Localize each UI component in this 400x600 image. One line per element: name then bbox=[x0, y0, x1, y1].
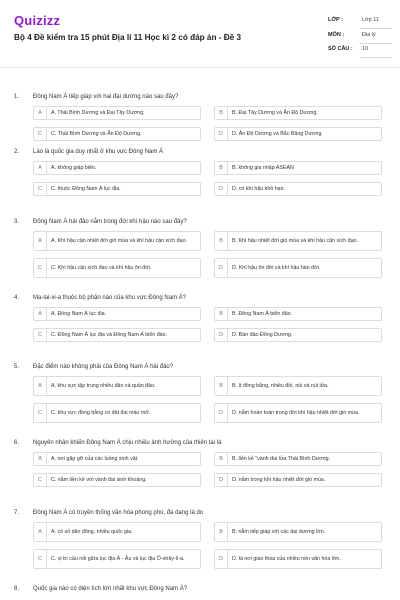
option-text: D. Ấn Độ Dương và Bắc Băng Dương. bbox=[232, 131, 323, 137]
option-text: B. Đông Nam Á biển đảo. bbox=[232, 311, 293, 317]
answer-option-c[interactable] bbox=[33, 403, 201, 423]
answer-option-a[interactable] bbox=[33, 307, 201, 321]
answer-option-b[interactable] bbox=[214, 161, 382, 175]
option-text: D. nằm trong khí hậu nhiệt đới gió mùa. bbox=[232, 477, 326, 483]
option-letter: D bbox=[215, 259, 228, 277]
option-letter: C bbox=[34, 404, 47, 422]
option-letter: B bbox=[215, 162, 228, 174]
option-letter: D bbox=[215, 404, 228, 422]
answer-option-b[interactable] bbox=[214, 522, 382, 542]
option-letter: C bbox=[34, 329, 47, 341]
question-text: Quốc gia nào có diện tích lớn nhất khu vực Đông Nam Á? bbox=[33, 586, 188, 592]
meta-subject-label: MÔN : bbox=[328, 32, 345, 38]
answer-option-d[interactable] bbox=[214, 258, 382, 278]
question-text: Nguyên nhân khiến Đông Nam Á chịu nhiều ảnh hưởng của thiên tai là bbox=[33, 440, 222, 446]
option-letter: C bbox=[34, 259, 47, 277]
option-text: C. thuộc Đông Nam Á lục địa. bbox=[51, 186, 121, 192]
worksheet-title: Bộ 4 Đề kiểm tra 15 phút Địa lí 11 Học kì 2 có đáp án - Đề 3 bbox=[14, 33, 242, 42]
answer-option-c[interactable] bbox=[33, 182, 201, 196]
meta-divider bbox=[360, 43, 392, 44]
option-letter: B bbox=[215, 377, 228, 395]
answer-option-a[interactable] bbox=[33, 161, 201, 175]
option-letter: A bbox=[34, 377, 47, 395]
meta-class bbox=[328, 16, 392, 29]
option-text: A. không giáp biển. bbox=[51, 165, 97, 171]
option-letter: A bbox=[34, 308, 47, 320]
option-letter: D bbox=[215, 329, 228, 341]
option-letter: A bbox=[34, 453, 47, 465]
option-letter: D bbox=[215, 550, 228, 568]
option-text: A. Đông Nam Á lục địa. bbox=[51, 311, 107, 317]
option-letter: C bbox=[34, 474, 47, 486]
answer-option-b[interactable] bbox=[214, 376, 382, 396]
option-letter: D bbox=[215, 183, 228, 195]
option-letter: A bbox=[34, 162, 47, 174]
meta-class-label: LỚP : bbox=[328, 17, 343, 23]
answer-option-a[interactable] bbox=[33, 106, 201, 120]
answer-option-c[interactable] bbox=[33, 549, 201, 569]
answer-option-b[interactable] bbox=[214, 106, 382, 120]
option-text: B. ít đồng bằng, nhiều đồi, núi và núi lửa. bbox=[232, 383, 329, 389]
meta-subject-value: Địa lý bbox=[362, 32, 376, 38]
question-number: 5. bbox=[14, 364, 20, 370]
answer-option-c[interactable] bbox=[33, 328, 201, 342]
answer-option-d[interactable] bbox=[214, 127, 382, 141]
answer-option-d[interactable] bbox=[214, 549, 382, 569]
answer-option-c[interactable] bbox=[33, 473, 201, 487]
option-letter: B bbox=[215, 107, 228, 119]
option-letter: B bbox=[215, 453, 228, 465]
option-letter: B bbox=[215, 232, 228, 250]
option-text: A. Khí hậu cận nhiệt đới gió mùa và khí hậu cận xích đạo. bbox=[51, 238, 187, 244]
option-text: A. khu vực tập trung nhiều đảo và quần đảo. bbox=[51, 383, 156, 389]
answer-option-d[interactable] bbox=[214, 473, 382, 487]
option-letter: C bbox=[34, 183, 47, 195]
meta-class-value: Lớp 11 bbox=[362, 17, 379, 23]
question-text: Lào là quốc gia duy nhất ở khu vực Đông Nam Á bbox=[33, 149, 164, 155]
option-text: C. vị trí cầu nối giữa lục địa Á - Âu và lục địa Ô-xtrây-li-a. bbox=[51, 556, 185, 562]
meta-divider bbox=[360, 28, 392, 29]
option-text: C. nằm liền kề với vành đai sinh khoáng. bbox=[51, 477, 147, 483]
answer-option-a[interactable] bbox=[33, 522, 201, 542]
answer-option-c[interactable] bbox=[33, 127, 201, 141]
answer-option-d[interactable] bbox=[214, 403, 382, 423]
question-number: 2. bbox=[14, 149, 20, 155]
meta-divider bbox=[360, 57, 392, 58]
answer-option-c[interactable] bbox=[33, 258, 201, 278]
question-text: Ma-lai-xi-a thuộc bộ phận nào của khu vực Đông Nam Á? bbox=[33, 295, 187, 301]
question-text: Đông Nam Á hải đảo nằm trong đới khí hậu nào sau đây? bbox=[33, 219, 187, 225]
header-divider bbox=[0, 67, 400, 68]
question-text: Đông Nam Á tiếp giáp với hai đại dương nào sau đây? bbox=[33, 94, 179, 100]
answer-option-d[interactable] bbox=[214, 182, 382, 196]
option-text: A. Thái Bình Dương và Đại Tây Dương. bbox=[51, 110, 145, 116]
question-number: 4. bbox=[14, 295, 20, 301]
option-text: B. nằm tiếp giáp với các đại dương lớn. bbox=[232, 529, 326, 535]
question-number: 7. bbox=[14, 510, 20, 516]
option-letter: B bbox=[215, 523, 228, 541]
option-letter: D bbox=[215, 474, 228, 486]
option-text: D. nằm hoàn toàn trong đới khí hậu nhiệt đới gió mùa. bbox=[232, 410, 360, 416]
option-letter: D bbox=[215, 128, 228, 140]
question-number: 1. bbox=[14, 94, 20, 100]
option-text: D. là nơi giao thoa của nhiều nền văn hóa lớn. bbox=[232, 556, 341, 562]
answer-option-a[interactable] bbox=[33, 376, 201, 396]
option-text: C. Thái Bình Dương và Ấn Độ Dương. bbox=[51, 131, 142, 137]
option-letter: A bbox=[34, 107, 47, 119]
option-text: A. nơi gặp gỡ của các luồng sinh vật. bbox=[51, 456, 139, 462]
meta-count bbox=[328, 45, 392, 58]
question-number: 3. bbox=[14, 219, 20, 225]
option-letter: B bbox=[215, 308, 228, 320]
option-text: B. liền kề "vành đai lửa Thái Bình Dương. bbox=[232, 456, 331, 462]
option-letter: C bbox=[34, 550, 47, 568]
answer-option-a[interactable] bbox=[33, 231, 201, 251]
question-text: Đặc điểm nào không phải của Đông Nam Á hải đảo? bbox=[33, 364, 174, 370]
meta-subject bbox=[328, 31, 392, 44]
answer-option-b[interactable] bbox=[214, 307, 382, 321]
answer-option-b[interactable] bbox=[214, 452, 382, 466]
answer-option-b[interactable] bbox=[214, 231, 382, 251]
option-letter: A bbox=[34, 523, 47, 541]
question-text: Đông Nam Á có truyền thống văn hóa phong phú, đa dạng là do bbox=[33, 510, 204, 516]
option-text: C. Đông Nam Á lục địa và Đông Nam Á biển đảo. bbox=[51, 332, 168, 338]
option-text: D. có khí hậu khô hạn. bbox=[232, 186, 286, 192]
option-text: A. có số dân đông, nhiều quốc gia. bbox=[51, 529, 133, 535]
option-text: C. Khí hậu cận xích đạo và khí hậu ôn đới. bbox=[51, 265, 152, 271]
option-text: B. Khí hậu nhiệt đới gió mùa và khí hậu cận xích đạo. bbox=[232, 238, 358, 244]
answer-option-a[interactable] bbox=[33, 452, 201, 466]
option-text: D. Bán đảo Đông Dương. bbox=[232, 332, 293, 338]
question-number: 8. bbox=[14, 586, 20, 592]
option-text: C. khu vực đồng bằng có đất đai màu mỡ. bbox=[51, 410, 151, 416]
meta-count-label: SỐ CÂU : bbox=[328, 46, 353, 52]
answer-option-d[interactable] bbox=[214, 328, 382, 342]
question-number: 6. bbox=[14, 440, 20, 446]
option-letter: A bbox=[34, 232, 47, 250]
worksheet-header bbox=[0, 0, 400, 66]
option-text: D. Khí hậu ôn đới và khí hậu hàn đới. bbox=[232, 265, 321, 271]
option-text: B. không gia nhập ASEAN bbox=[232, 165, 294, 171]
quizizz-logo: Quizizz bbox=[14, 13, 61, 28]
option-letter: C bbox=[34, 128, 47, 140]
meta-count-value: 10 bbox=[362, 46, 369, 52]
option-text: B. Đại Tây Dương và Ấn Độ Dương. bbox=[232, 110, 318, 116]
